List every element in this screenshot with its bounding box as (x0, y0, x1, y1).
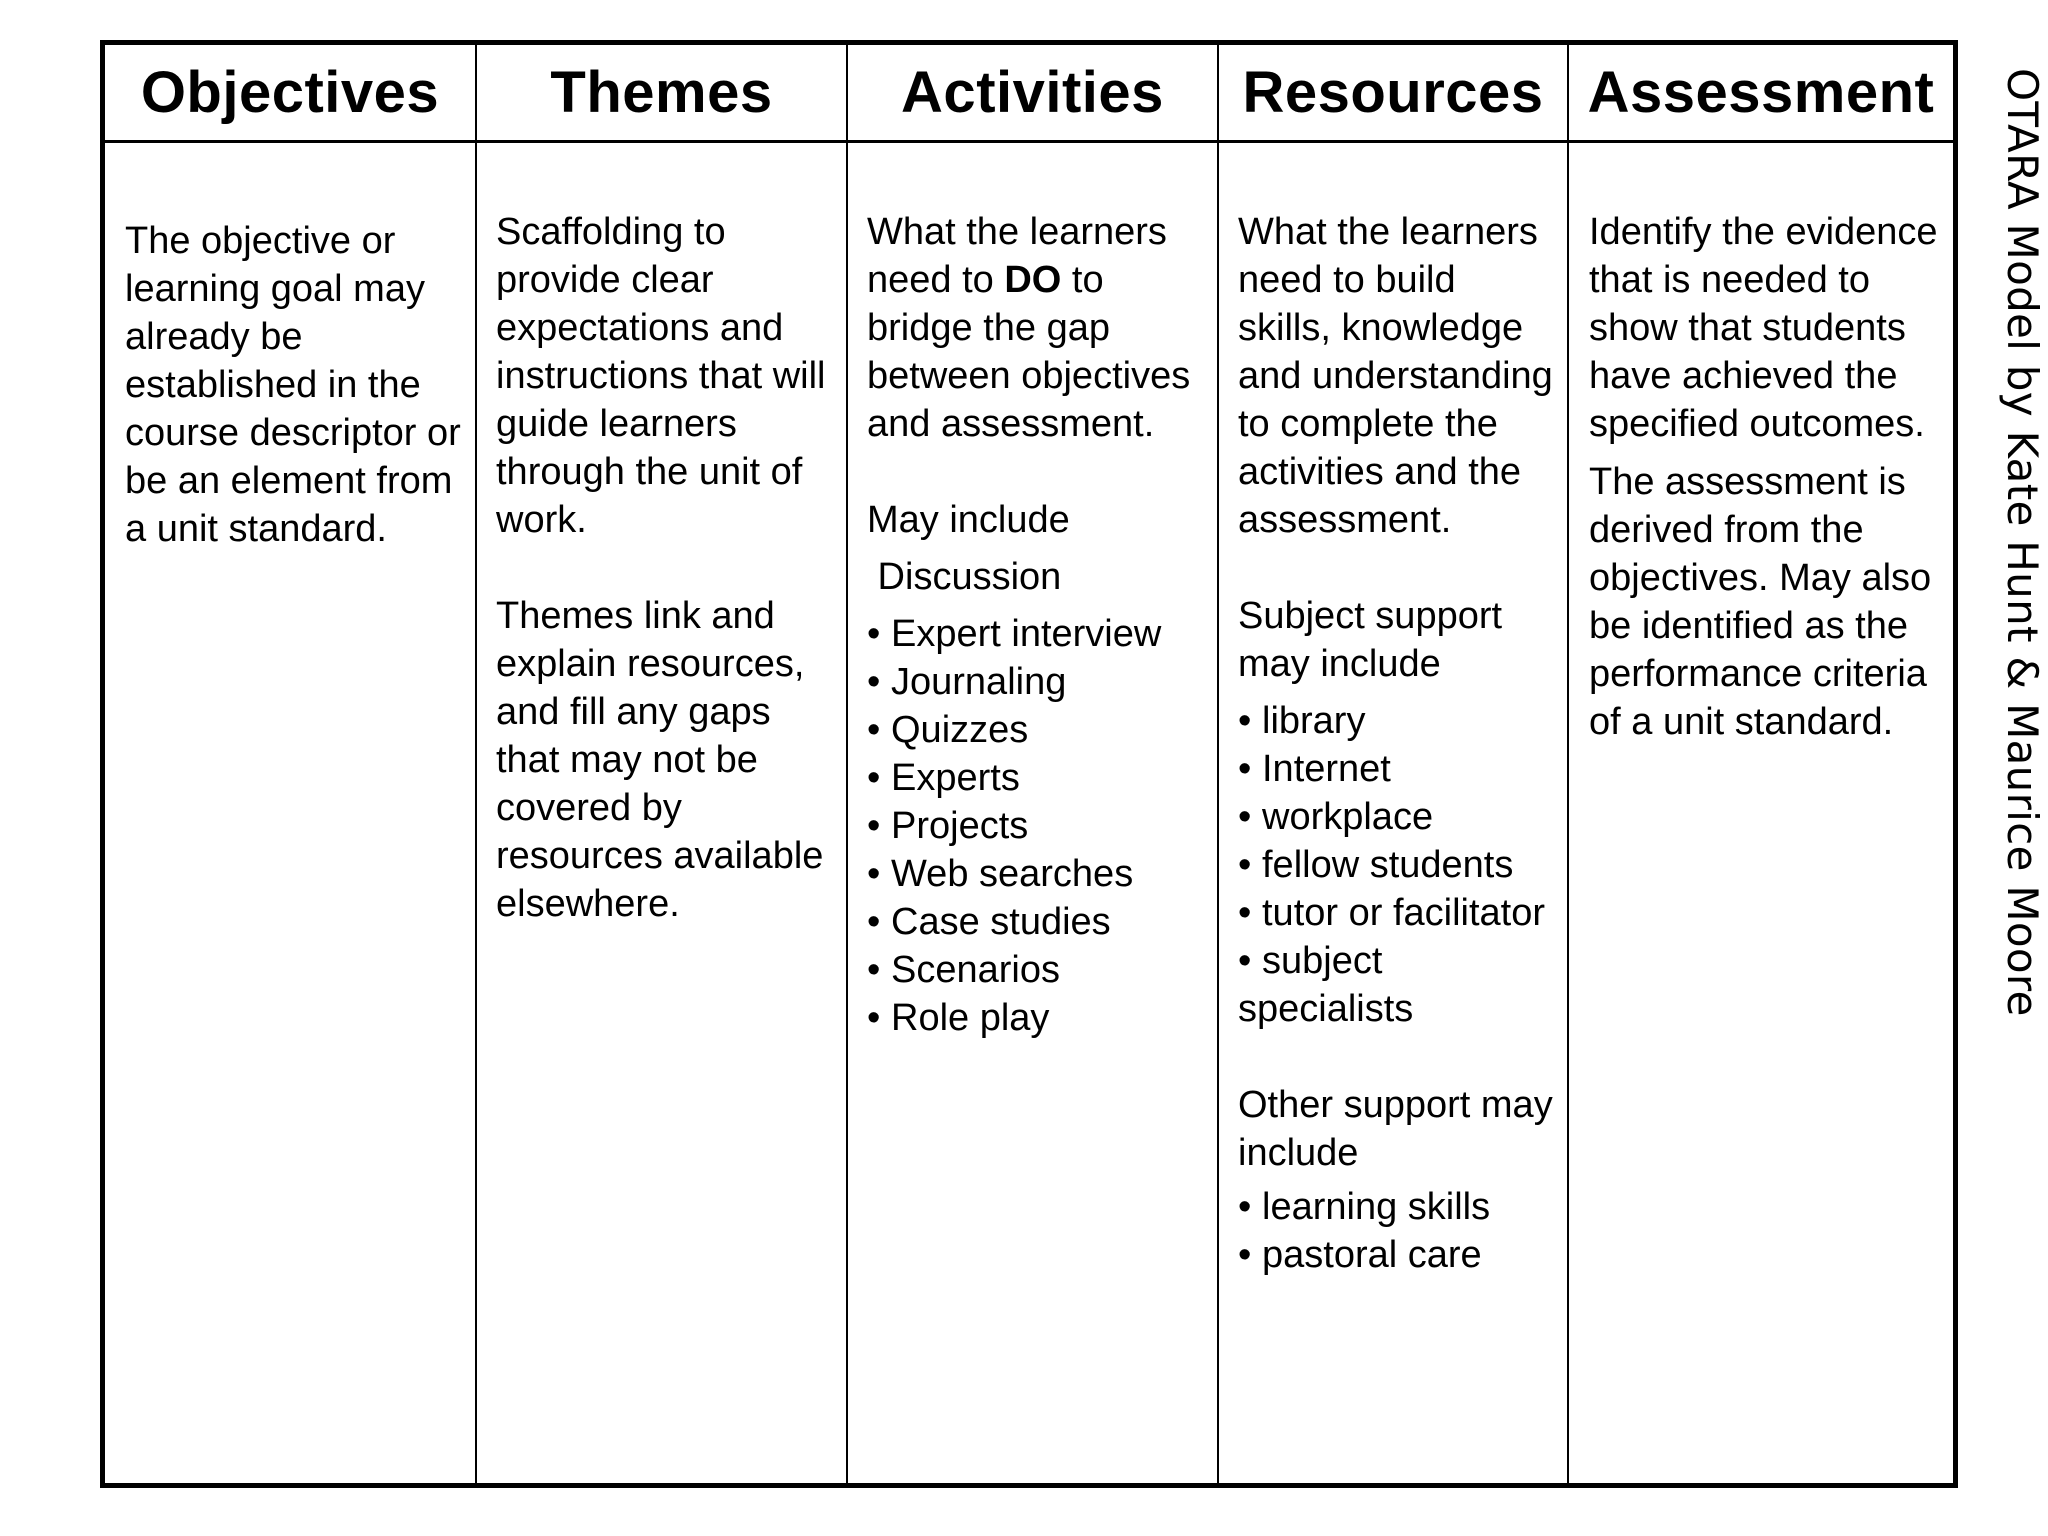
resources-other-list (1238, 1183, 1558, 1279)
activities-list (867, 610, 1212, 1042)
assessment-paragraph-2: The assessment is derived from the objectives. May also be identified as the performance criteria of a unit standard. (1589, 461, 1932, 743)
otara-table (100, 40, 1958, 1488)
subject-support-item-label: library (1262, 700, 1366, 742)
activities-intro-do: DO (1004, 259, 1062, 301)
objectives-cell (125, 217, 465, 553)
bullet-marker: • (1238, 748, 1252, 790)
activity-item (867, 946, 1212, 994)
themes-cell (496, 208, 836, 928)
activity-item-label: Scenarios (891, 949, 1060, 991)
bullet-marker: • (867, 901, 881, 943)
activity-item-label: Journaling (891, 661, 1067, 703)
assessment-paragraph-1: Identify the evidence that is needed to show that students have achieved the specified outcomes. (1589, 211, 1938, 445)
column-divider (1217, 45, 1219, 1483)
subject-support-item-label: fellow students (1262, 844, 1514, 886)
bullet-marker: • (1238, 844, 1252, 886)
bullet-marker: • (867, 661, 881, 703)
activity-item (867, 658, 1212, 706)
header-assessment: Assessment (1587, 60, 1935, 125)
other-support-item-label: learning skills (1262, 1186, 1491, 1228)
activity-item-label: Case studies (891, 901, 1111, 943)
activities-discussion: Discussion (867, 556, 1062, 598)
column-divider (1567, 45, 1569, 1483)
themes-paragraph-2: Themes link and explain resources, and fill any gaps that may not be covered by resources available elsewhere. (496, 595, 824, 925)
resources-subject-heading: Subject support may include (1238, 595, 1503, 685)
bullet-marker: • (1238, 1186, 1252, 1228)
header-resources: Resources (1242, 60, 1544, 125)
side-caption: OTARA Model by Kate Hunt & Maurice Moore (1998, 68, 2047, 1017)
bullet-marker: • (867, 757, 881, 799)
objectives-text: The objective or learning goal may already be established in the course descriptor or be an element from a unit standard. (125, 220, 461, 550)
subject-support-item-label: Internet (1262, 748, 1391, 790)
activity-item (867, 850, 1212, 898)
subject-support-item (1238, 889, 1558, 937)
subject-support-item (1238, 841, 1558, 889)
other-support-item (1238, 1183, 1558, 1231)
activities-cell (867, 208, 1212, 1042)
column-divider (475, 45, 477, 1483)
subject-support-item (1238, 793, 1558, 841)
column-divider (846, 45, 848, 1483)
activity-item (867, 754, 1212, 802)
bullet-marker: • (867, 709, 881, 751)
activities-may-include: May include (867, 499, 1070, 541)
resources-cell (1238, 208, 1558, 1279)
header-activities: Activities (901, 60, 1164, 125)
assessment-cell (1589, 208, 1944, 746)
other-support-item (1238, 1231, 1558, 1279)
subject-support-item-label: tutor or facilitator (1262, 892, 1545, 934)
activity-item-label: Web searches (891, 853, 1134, 895)
bullet-marker: • (867, 853, 881, 895)
activities-intro-end: to bridge the gap between objectives and assessment. (867, 259, 1191, 445)
bullet-marker: • (867, 805, 881, 847)
subject-support-item (1238, 745, 1558, 793)
activity-item (867, 898, 1212, 946)
bullet-marker: • (1238, 1234, 1252, 1276)
resources-subject-list (1238, 697, 1558, 1033)
activity-item-label: Projects (891, 805, 1029, 847)
activities-intro-start: What the learners need to (867, 211, 1167, 301)
activity-item-label: Role play (891, 997, 1050, 1039)
subject-support-item-label: subject specialists (1238, 940, 1414, 1030)
header-themes: Themes (550, 60, 773, 125)
activity-item (867, 802, 1212, 850)
activity-item (867, 994, 1212, 1042)
activity-item-label: Quizzes (891, 709, 1029, 751)
subject-support-item (1238, 697, 1558, 745)
bullet-marker: • (1238, 796, 1252, 838)
activity-item (867, 610, 1212, 658)
themes-paragraph-1: Scaffolding to provide clear expectations and instructions that will guide learners through the unit of work. (496, 211, 826, 541)
bullet-marker: • (1238, 892, 1252, 934)
bullet-marker: • (1238, 700, 1252, 742)
activity-item-label: Expert interview (891, 613, 1162, 655)
activity-item-label: Experts (891, 757, 1020, 799)
bullet-marker: • (867, 997, 881, 1039)
other-support-item-label: pastoral care (1262, 1234, 1482, 1276)
subject-support-item (1238, 937, 1558, 1033)
header-objectives: Objectives (140, 60, 440, 125)
resources-other-heading: Other support may include (1238, 1084, 1553, 1174)
resources-intro: What the learners need to build skills, knowledge and understanding to complete the activities and the assessment. (1238, 211, 1553, 541)
bullet-marker: • (1238, 940, 1252, 982)
activity-item (867, 706, 1212, 754)
bullet-marker: • (867, 613, 881, 655)
subject-support-item-label: workplace (1262, 796, 1434, 838)
activities-intro (867, 208, 1212, 448)
bullet-marker: • (867, 949, 881, 991)
